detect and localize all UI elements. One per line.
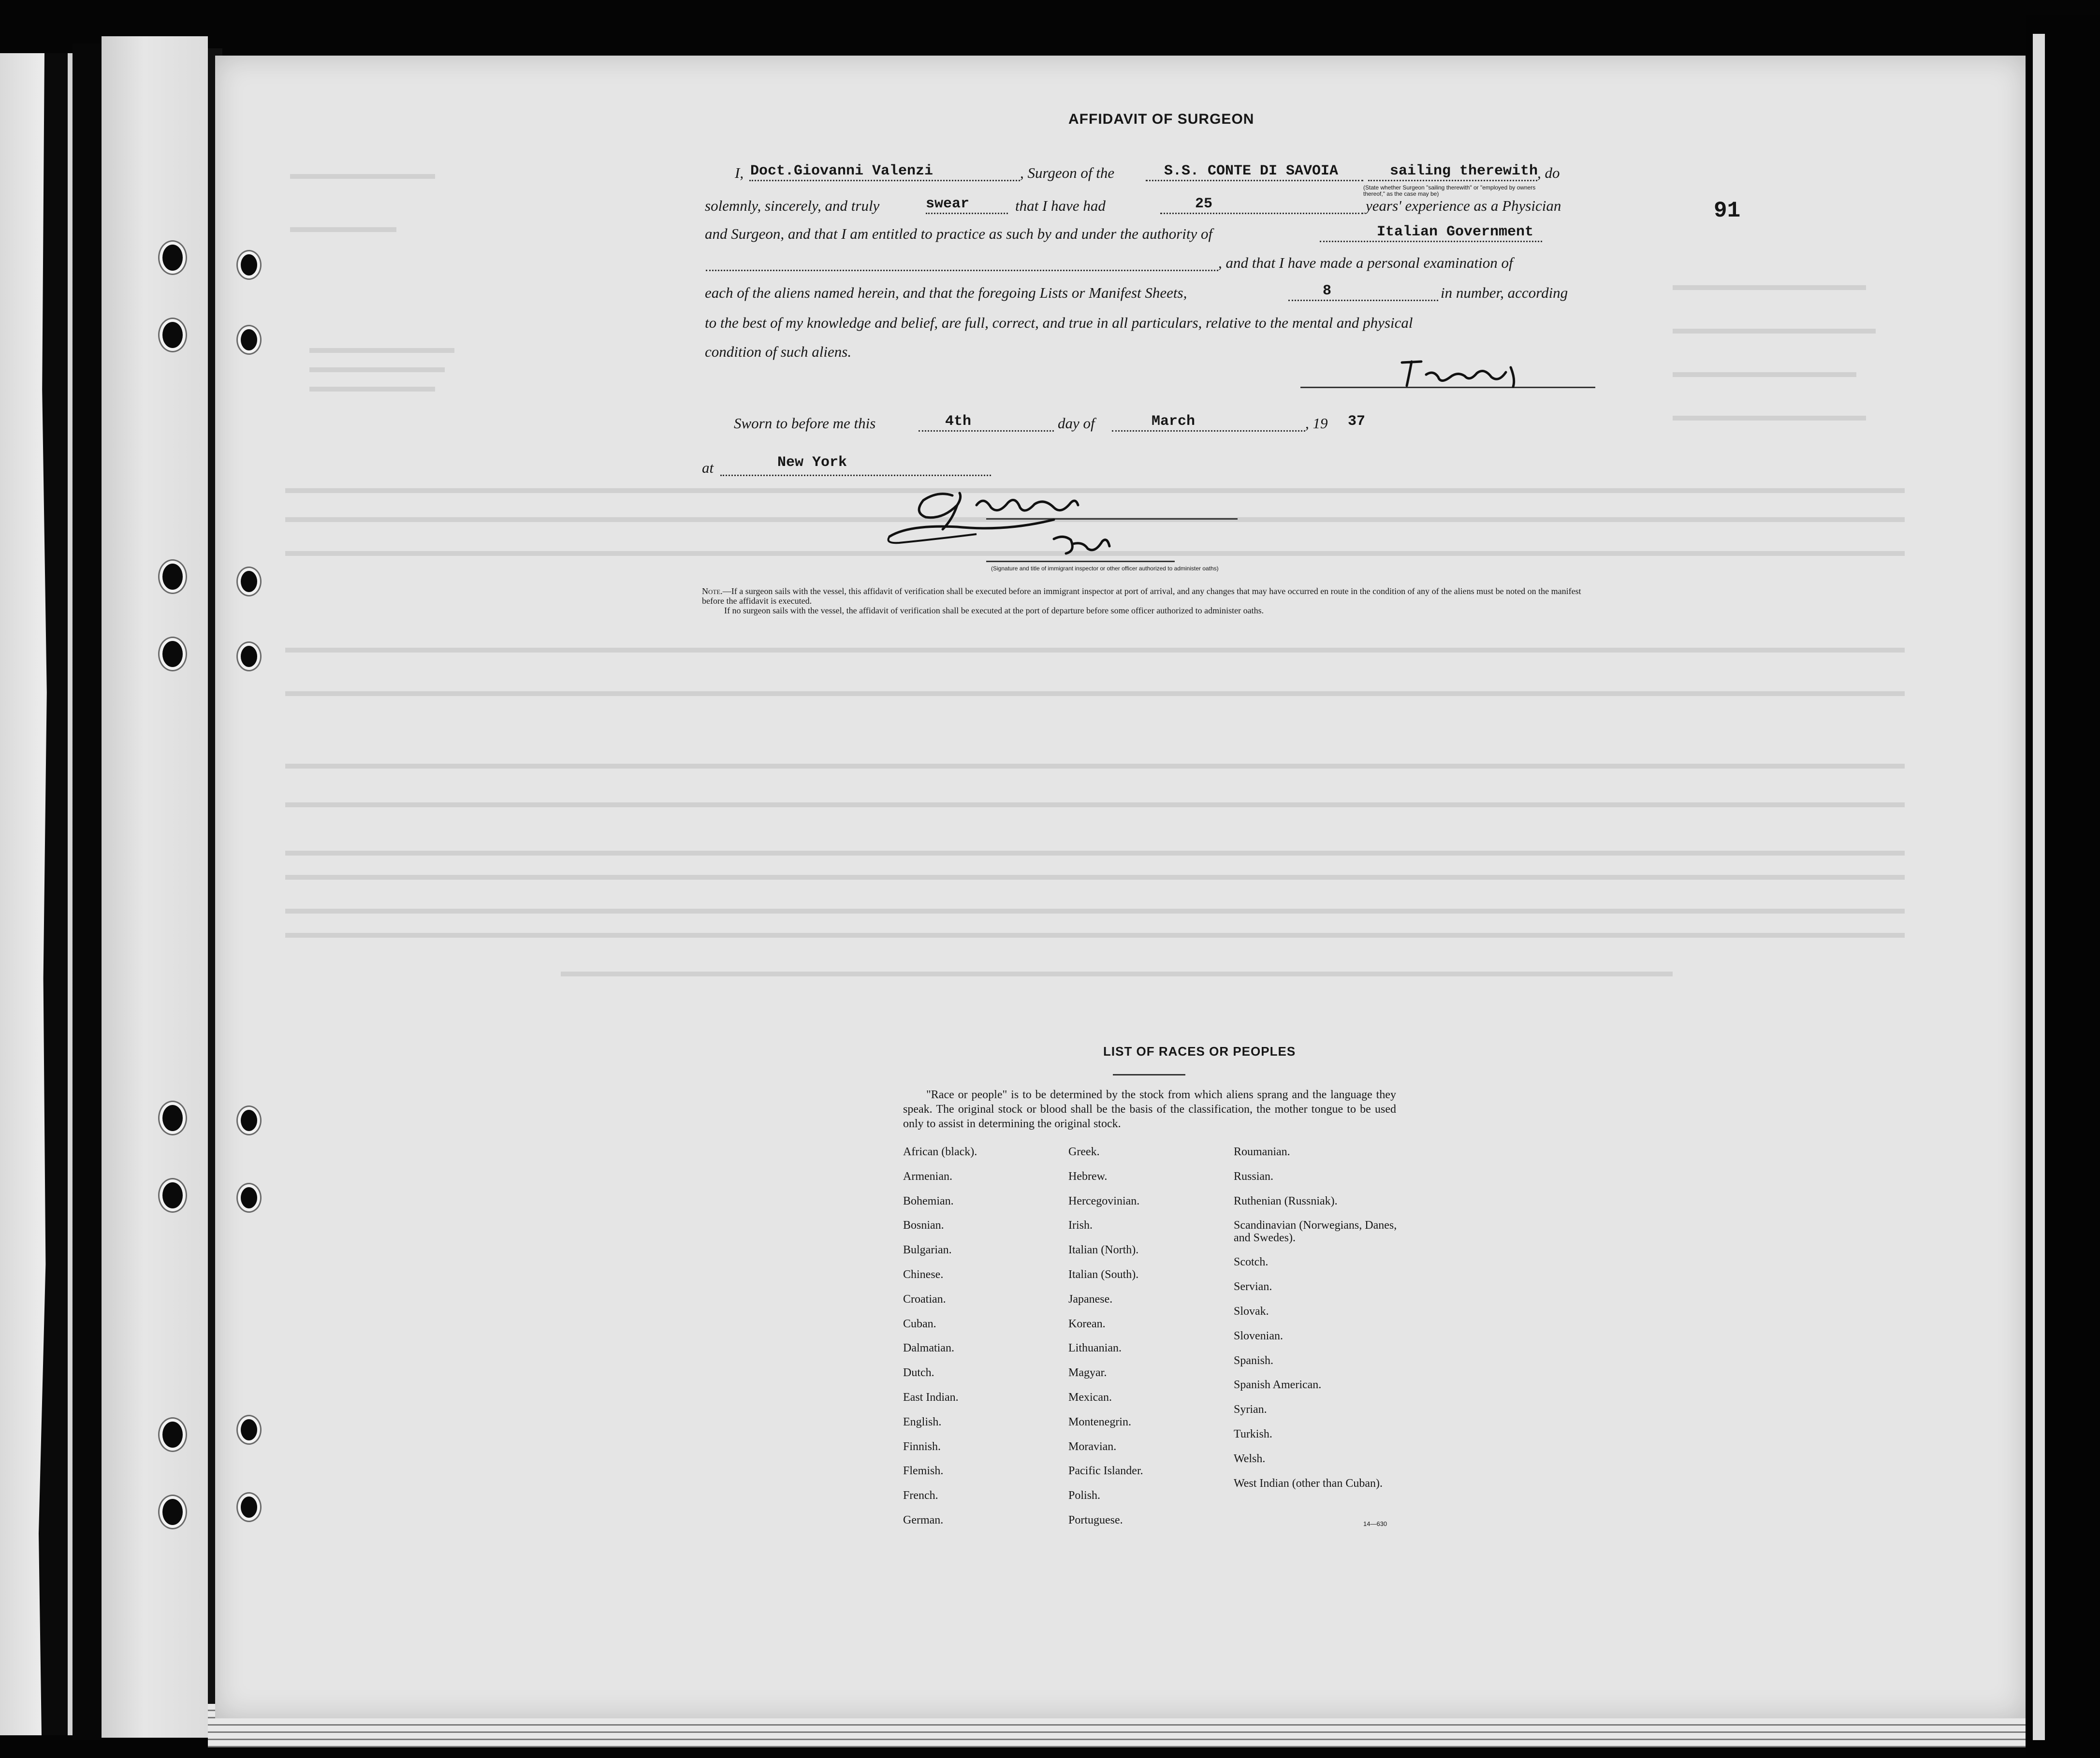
day-blank-line — [919, 430, 1054, 432]
sheets-blank-line — [1288, 300, 1438, 301]
affidavit-note — [702, 586, 1596, 615]
race-item: Hebrew. — [1068, 1170, 1108, 1183]
race-item: Polish. — [1068, 1489, 1101, 1502]
race-item: Slovak. — [1234, 1305, 1269, 1318]
race-item: Croatian. — [903, 1293, 946, 1306]
race-item: Scotch. — [1234, 1256, 1269, 1269]
manifest-sheets-label: each of the aliens named herein, and that the foregoing Lists or Manifest Sheets, — [705, 284, 1187, 301]
name-blank-line — [749, 180, 1020, 181]
race-item: West Indian (other than Cuban). — [1234, 1477, 1383, 1490]
punch-hole — [160, 638, 186, 670]
race-item: French. — [903, 1489, 938, 1502]
punch-hole — [238, 1416, 260, 1443]
page-number: 91 — [1714, 198, 1741, 223]
vessel-name: S.S. CONTE DI SAVOIA — [1164, 163, 1339, 179]
punch-hole — [238, 251, 260, 278]
race-item: Portuguese. — [1068, 1513, 1123, 1526]
punch-hole — [160, 1419, 186, 1451]
races-column-3 — [1234, 1146, 1398, 1501]
race-item: Bulgarian. — [903, 1244, 952, 1257]
race-item: Cuban. — [903, 1317, 936, 1330]
race-item: Bohemian. — [903, 1194, 954, 1207]
race-item: Japanese. — [1068, 1293, 1113, 1306]
surgeon-signature — [1392, 353, 1547, 392]
race-item: Moravian. — [1068, 1440, 1117, 1453]
sworn-month: March — [1152, 413, 1196, 430]
place-blank-line — [720, 475, 991, 476]
race-item: Korean. — [1068, 1317, 1106, 1330]
punch-hole — [160, 242, 186, 274]
race-item: Servian. — [1234, 1280, 1272, 1293]
inspector-caption: (Signature and title of immigrant inspector or other officer authorized to administer oaths) — [991, 565, 1219, 572]
at-label: at — [702, 459, 714, 476]
years-experience: 25 — [1195, 196, 1213, 212]
manifest-sheet-count: 8 — [1323, 283, 1332, 299]
binding-gap — [73, 44, 102, 1740]
race-item: Magyar. — [1068, 1366, 1107, 1380]
punch-hole — [160, 561, 186, 593]
race-item: Roumanian. — [1234, 1146, 1290, 1158]
affidavit-prefix: I, — [735, 164, 744, 181]
race-item: Pacific Islander. — [1068, 1465, 1143, 1478]
punch-hole — [238, 326, 260, 353]
day-of-label: day of — [1058, 415, 1095, 432]
race-item: Bosnian. — [903, 1219, 944, 1232]
condition-label: condition of such aliens. — [705, 343, 852, 360]
punch-hole — [160, 1496, 186, 1528]
status-note: (State whether Surgeon "sailing therewith" or "employed by owners thereof," as the case may be) — [1363, 184, 1536, 197]
surgeon-of-label: , Surgeon of the — [1020, 164, 1115, 181]
personal-examination-label: , and that I have made a personal examination of — [1218, 254, 1513, 271]
race-item: Armenian. — [903, 1170, 952, 1183]
years-blank-line — [1160, 213, 1363, 214]
race-item: Italian (North). — [1068, 1244, 1139, 1257]
punch-hole — [238, 568, 260, 595]
punch-hole — [238, 1107, 260, 1134]
punch-hole — [238, 1184, 260, 1211]
races-column-1 — [903, 1146, 977, 1539]
licensing-authority: Italian Government — [1377, 224, 1534, 240]
sworn-year: 37 — [1348, 413, 1366, 430]
oath-blank-line — [926, 213, 1008, 214]
affidavit-heading: AFFIDAVIT OF SURGEON — [1068, 111, 1254, 127]
sworn-day: 4th — [945, 413, 972, 430]
punch-hole — [238, 1494, 260, 1521]
right-page-edge — [2033, 34, 2045, 1740]
note-line-1: —If a surgeon sails with the vessel, this affidavit of verification shall be executed before an immigrant inspector at port of arrival, and any changes that may have occurred en route in the condition of any of the aliens must be noted on the manifest before the affidavit is executed. — [702, 586, 1581, 606]
race-item: Spanish. — [1234, 1354, 1274, 1367]
race-item: Greek. — [1068, 1146, 1100, 1158]
note-label: Note. — [702, 586, 723, 596]
race-item: Russian. — [1234, 1170, 1274, 1183]
race-item: Irish. — [1068, 1219, 1093, 1232]
race-item: Italian (South). — [1068, 1268, 1139, 1281]
race-item: Mexican. — [1068, 1391, 1112, 1404]
race-item: Hercegovinian. — [1068, 1194, 1140, 1207]
vessel-blank-line — [1146, 180, 1363, 181]
race-item: Dutch. — [903, 1366, 934, 1380]
race-item: Spanish American. — [1234, 1379, 1322, 1392]
inspector-signature — [880, 486, 1180, 563]
authority-blank-line — [1320, 241, 1542, 242]
entitled-label: and Surgeon, and that I am entitled to practice as such by and under the authority of — [705, 225, 1213, 242]
punch-hole — [238, 643, 260, 670]
that-i-have-had-label: that I have had — [1015, 197, 1106, 214]
punch-hole — [160, 319, 186, 351]
surgeon-status: sailing therewith — [1390, 163, 1538, 179]
sworn-label: Sworn to before me this — [734, 415, 876, 432]
race-item: Welsh. — [1234, 1452, 1266, 1465]
race-item: Flemish. — [903, 1465, 944, 1478]
race-item: Dalmatian. — [903, 1342, 954, 1355]
race-item: English. — [903, 1415, 942, 1428]
month-blank-line — [1112, 430, 1305, 432]
surgeon-name: Doct.Giovanni Valenzi — [750, 163, 933, 179]
race-item: Finnish. — [903, 1440, 941, 1453]
punch-hole — [160, 1102, 186, 1134]
race-item: East Indian. — [903, 1391, 959, 1404]
race-item: German. — [903, 1513, 944, 1526]
race-item: Scandinavian (Norwegians, Danes, and Swedes). — [1234, 1219, 1397, 1245]
race-item: Turkish. — [1234, 1427, 1272, 1440]
oath-type: swear — [926, 196, 970, 212]
punch-hole — [160, 1179, 186, 1211]
bleed-through-marks — [271, 116, 1939, 1034]
race-item: Chinese. — [903, 1268, 944, 1281]
race-item: Slovenian. — [1234, 1329, 1283, 1342]
do-label: , do — [1537, 164, 1560, 181]
in-number-label: in number, according — [1441, 284, 1568, 301]
solemnly-label: solemnly, sincerely, and truly — [705, 197, 880, 214]
years-experience-label: years' experience as a Physician — [1366, 197, 1561, 214]
race-item: Ruthenian (Russniak). — [1234, 1194, 1338, 1207]
races-column-2 — [1068, 1146, 1143, 1539]
sworn-place: New York — [777, 454, 847, 471]
adjacent-page-edge — [102, 36, 208, 1738]
note-line-2: If no surgeon sails with the vessel, the affidavit of verification shall be executed at the port of departure before some officer authorized to administer oaths. — [724, 606, 1264, 615]
race-item: Syrian. — [1234, 1403, 1267, 1416]
race-item: African (black). — [903, 1146, 977, 1158]
authority-continuation-line — [706, 270, 1218, 271]
year-prefix: , 19 — [1305, 415, 1328, 432]
race-item: Montenegrin. — [1068, 1415, 1131, 1428]
form-number: 14—630 — [1363, 1520, 1387, 1527]
status-blank-line — [1368, 180, 1537, 181]
races-intro: "Race or people" is to be determined by the stock from which aliens sprang and the language they speak. The original stock or blood shall be the basis of the classification, the mother tongue to be used only to assist in determining the original stock. — [903, 1089, 1396, 1130]
knowledge-belief-label: to the best of my knowledge and belief, are full, correct, and true in all particulars, relative to the mental and physical — [705, 314, 1413, 331]
races-heading: LIST OF RACES OR PEOPLES — [1103, 1044, 1296, 1059]
race-item: Lithuanian. — [1068, 1342, 1122, 1355]
races-heading-rule — [1113, 1074, 1185, 1075]
